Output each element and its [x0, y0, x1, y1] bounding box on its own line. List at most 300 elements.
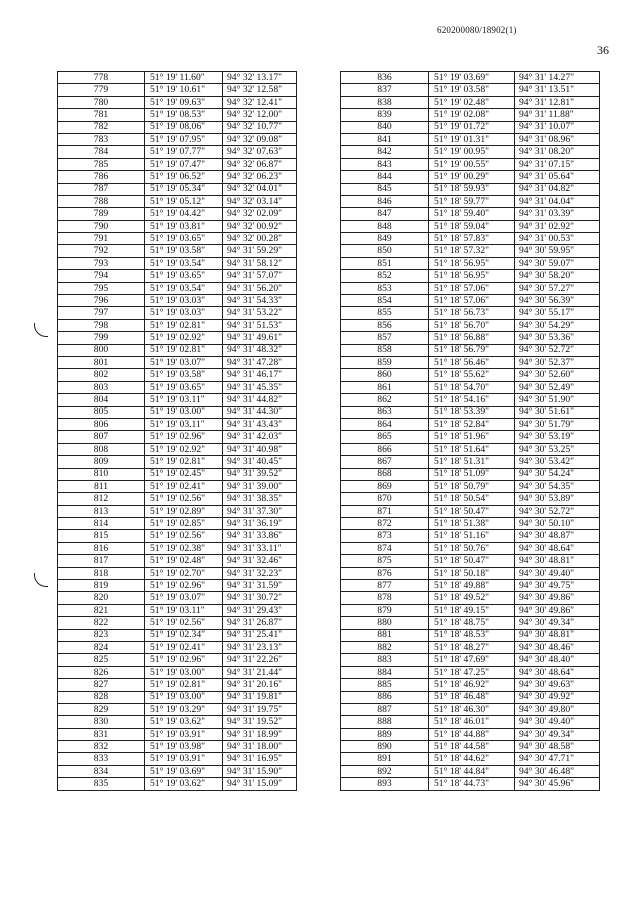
longitude-cell: 94° 31' 21.44"	[223, 666, 297, 678]
longitude-cell: 94° 31' 16.95"	[223, 753, 297, 765]
latitude-cell: 51° 19' 03.03"	[145, 307, 223, 319]
point-number-cell: 819	[58, 580, 145, 592]
point-number-cell: 871	[341, 505, 429, 517]
table-row	[341, 84, 600, 96]
latitude-cell: 51° 18' 57.32"	[429, 245, 515, 257]
table-row	[58, 381, 297, 393]
point-number-cell: 810	[58, 468, 145, 480]
latitude-cell: 51° 18' 51.16"	[429, 530, 515, 542]
table-row	[341, 332, 600, 344]
latitude-cell: 51° 19' 02.56"	[145, 530, 223, 542]
point-number-cell: 802	[58, 369, 145, 381]
table-row	[341, 183, 600, 195]
table-row	[58, 84, 297, 96]
table-row	[341, 604, 600, 616]
longitude-cell: 94° 31' 15.90"	[223, 765, 297, 777]
longitude-cell: 94° 30' 48.40"	[515, 654, 600, 666]
point-number-cell: 858	[341, 344, 429, 356]
longitude-cell: 94° 31' 05.64"	[515, 171, 600, 183]
point-number-cell: 808	[58, 443, 145, 455]
latitude-cell: 51° 18' 59.93"	[429, 183, 515, 195]
point-number-cell: 879	[341, 604, 429, 616]
point-number-cell: 865	[341, 431, 429, 443]
latitude-cell: 51° 18' 46.48"	[429, 691, 515, 703]
longitude-cell: 94° 30' 51.79"	[515, 418, 600, 430]
point-number-cell: 799	[58, 332, 145, 344]
table-row	[341, 716, 600, 728]
latitude-cell: 51° 19' 09.63"	[145, 96, 223, 108]
point-number-cell: 798	[58, 319, 145, 331]
longitude-cell: 94° 30' 53.25"	[515, 443, 600, 455]
coordinates-table-body	[341, 72, 600, 791]
longitude-cell: 94° 32' 03.14"	[223, 195, 297, 207]
table-row	[341, 295, 600, 307]
longitude-cell: 94° 30' 53.89"	[515, 493, 600, 505]
longitude-cell: 94° 31' 19.75"	[223, 703, 297, 715]
table-row	[58, 270, 297, 282]
point-number-cell: 787	[58, 183, 145, 195]
longitude-cell: 94° 31' 08.20"	[515, 146, 600, 158]
longitude-cell: 94° 31' 04.82"	[515, 183, 600, 195]
latitude-cell: 51° 19' 03.65"	[145, 270, 223, 282]
table-row	[58, 133, 297, 145]
table-row	[341, 381, 600, 393]
latitude-cell: 51° 19' 03.69"	[429, 72, 515, 84]
point-number-cell: 783	[58, 133, 145, 145]
point-number-cell: 856	[341, 319, 429, 331]
latitude-cell: 51° 19' 03.65"	[145, 381, 223, 393]
table-row	[341, 233, 600, 245]
point-number-cell: 789	[58, 208, 145, 220]
point-number-cell: 833	[58, 753, 145, 765]
table-row	[58, 332, 297, 344]
point-number-cell: 795	[58, 282, 145, 294]
longitude-cell: 94° 30' 54.35"	[515, 480, 600, 492]
longitude-cell: 94° 30' 49.63"	[515, 679, 600, 691]
longitude-cell: 94° 30' 56.39"	[515, 295, 600, 307]
table-row	[58, 319, 297, 331]
table-row	[58, 530, 297, 542]
longitude-cell: 94° 30' 49.40"	[515, 716, 600, 728]
latitude-cell: 51° 19' 02.85"	[145, 518, 223, 530]
point-number-cell: 836	[341, 72, 429, 84]
longitude-cell: 94° 30' 49.75"	[515, 580, 600, 592]
point-number-cell: 868	[341, 468, 429, 480]
point-number-cell: 873	[341, 530, 429, 542]
longitude-cell: 94° 30' 52.72"	[515, 344, 600, 356]
table-row	[58, 208, 297, 220]
point-number-cell: 883	[341, 654, 429, 666]
longitude-cell: 94° 32' 07.63"	[223, 146, 297, 158]
longitude-cell: 94° 31' 39.00"	[223, 480, 297, 492]
latitude-cell: 51° 18' 56.73"	[429, 307, 515, 319]
table-row	[58, 195, 297, 207]
table-row	[58, 567, 297, 579]
point-number-cell: 851	[341, 257, 429, 269]
longitude-cell: 94° 31' 47.28"	[223, 356, 297, 368]
point-number-cell: 815	[58, 530, 145, 542]
point-number-cell: 792	[58, 245, 145, 257]
latitude-cell: 51° 19' 03.58"	[145, 369, 223, 381]
latitude-cell: 51° 18' 51.64"	[429, 443, 515, 455]
table-row	[341, 406, 600, 418]
latitude-cell: 51° 18' 48.75"	[429, 617, 515, 629]
point-number-cell: 888	[341, 716, 429, 728]
point-number-cell: 869	[341, 480, 429, 492]
longitude-cell: 94° 31' 11.88"	[515, 109, 600, 121]
point-number-cell: 785	[58, 158, 145, 170]
latitude-cell: 51° 18' 59.04"	[429, 220, 515, 232]
table-row	[58, 641, 297, 653]
latitude-cell: 51° 19' 03.65"	[145, 233, 223, 245]
table-row	[58, 555, 297, 567]
binding-hole-mark-lower	[34, 573, 48, 587]
table-row	[341, 567, 600, 579]
table-row	[58, 604, 297, 616]
longitude-cell: 94° 31' 04.04"	[515, 195, 600, 207]
latitude-cell: 51° 19' 07.77"	[145, 146, 223, 158]
table-row	[58, 295, 297, 307]
table-row	[58, 580, 297, 592]
latitude-cell: 51° 18' 46.30"	[429, 703, 515, 715]
longitude-cell: 94° 31' 37.30"	[223, 505, 297, 517]
point-number-cell: 797	[58, 307, 145, 319]
longitude-cell: 94° 31' 00.53"	[515, 233, 600, 245]
point-number-cell: 818	[58, 567, 145, 579]
table-row	[341, 344, 600, 356]
table-row	[341, 778, 600, 790]
longitude-cell: 94° 31' 18.00"	[223, 741, 297, 753]
table-row	[341, 505, 600, 517]
latitude-cell: 51° 19' 10.61"	[145, 84, 223, 96]
table-row	[58, 468, 297, 480]
table-row	[341, 542, 600, 554]
point-number-cell: 813	[58, 505, 145, 517]
table-row	[58, 233, 297, 245]
longitude-cell: 94° 30' 48.87"	[515, 530, 600, 542]
point-number-cell: 790	[58, 220, 145, 232]
latitude-cell: 51° 19' 03.00"	[145, 691, 223, 703]
longitude-cell: 94° 31' 02.92"	[515, 220, 600, 232]
coordinates-table-left	[57, 71, 297, 791]
longitude-cell: 94° 31' 19.81"	[223, 691, 297, 703]
table-row	[58, 728, 297, 740]
table-row	[58, 418, 297, 430]
point-number-cell: 884	[341, 666, 429, 678]
longitude-cell: 94° 31' 36.19"	[223, 518, 297, 530]
point-number-cell: 834	[58, 765, 145, 777]
table-row	[341, 282, 600, 294]
page-number: 36	[597, 43, 609, 57]
longitude-cell: 94° 32' 10.77"	[223, 121, 297, 133]
longitude-cell: 94° 30' 49.92"	[515, 691, 600, 703]
latitude-cell: 51° 19' 03.07"	[145, 356, 223, 368]
latitude-cell: 51° 18' 56.95"	[429, 270, 515, 282]
table-row	[341, 121, 600, 133]
latitude-cell: 51° 19' 02.08"	[429, 109, 515, 121]
longitude-cell: 94° 30' 45.96"	[515, 778, 600, 790]
table-row	[58, 716, 297, 728]
point-number-cell: 803	[58, 381, 145, 393]
longitude-cell: 94° 31' 40.45"	[223, 456, 297, 468]
longitude-cell: 94° 31' 51.53"	[223, 319, 297, 331]
latitude-cell: 51° 19' 02.89"	[145, 505, 223, 517]
latitude-cell: 51° 19' 02.70"	[145, 567, 223, 579]
table-row	[58, 344, 297, 356]
point-number-cell: 846	[341, 195, 429, 207]
longitude-cell: 94° 31' 39.52"	[223, 468, 297, 480]
latitude-cell: 51° 18' 57.06"	[429, 295, 515, 307]
point-number-cell: 806	[58, 418, 145, 430]
point-number-cell: 811	[58, 480, 145, 492]
point-number-cell: 855	[341, 307, 429, 319]
latitude-cell: 51° 19' 02.96"	[145, 431, 223, 443]
table-row	[341, 679, 600, 691]
latitude-cell: 51° 19' 03.11"	[145, 418, 223, 430]
latitude-cell: 51° 19' 03.29"	[145, 703, 223, 715]
longitude-cell: 94° 32' 02.09"	[223, 208, 297, 220]
point-number-cell: 874	[341, 542, 429, 554]
table-row	[58, 171, 297, 183]
table-row	[58, 666, 297, 678]
latitude-cell: 51° 19' 05.12"	[145, 195, 223, 207]
longitude-cell: 94° 31' 43.43"	[223, 418, 297, 430]
longitude-cell: 94° 31' 58.12"	[223, 257, 297, 269]
latitude-cell: 51° 18' 56.79"	[429, 344, 515, 356]
point-number-cell: 786	[58, 171, 145, 183]
point-number-cell: 816	[58, 542, 145, 554]
table-row	[58, 72, 297, 84]
point-number-cell: 887	[341, 703, 429, 715]
point-number-cell: 805	[58, 406, 145, 418]
latitude-cell: 51° 18' 49.15"	[429, 604, 515, 616]
longitude-cell: 94° 32' 12.41"	[223, 96, 297, 108]
latitude-cell: 51° 19' 00.29"	[429, 171, 515, 183]
latitude-cell: 51° 19' 03.54"	[145, 257, 223, 269]
table-row	[341, 418, 600, 430]
longitude-cell: 94° 30' 49.34"	[515, 728, 600, 740]
longitude-cell: 94° 31' 56.20"	[223, 282, 297, 294]
latitude-cell: 51° 19' 03.69"	[145, 765, 223, 777]
point-number-cell: 800	[58, 344, 145, 356]
point-number-cell: 804	[58, 394, 145, 406]
longitude-cell: 94° 31' 44.30"	[223, 406, 297, 418]
latitude-cell: 51° 18' 44.84"	[429, 765, 515, 777]
longitude-cell: 94° 31' 07.15"	[515, 158, 600, 170]
point-number-cell: 854	[341, 295, 429, 307]
point-number-cell: 840	[341, 121, 429, 133]
longitude-cell: 94° 31' 10.07"	[515, 121, 600, 133]
table-row	[58, 406, 297, 418]
latitude-cell: 51° 19' 03.11"	[145, 604, 223, 616]
latitude-cell: 51° 18' 50.79"	[429, 480, 515, 492]
latitude-cell: 51° 19' 11.60"	[145, 72, 223, 84]
table-row	[58, 629, 297, 641]
point-number-cell: 880	[341, 617, 429, 629]
point-number-cell: 796	[58, 295, 145, 307]
latitude-cell: 51° 18' 46.92"	[429, 679, 515, 691]
table-row	[341, 158, 600, 170]
latitude-cell: 51° 18' 51.38"	[429, 518, 515, 530]
table-row	[58, 480, 297, 492]
table-row	[58, 245, 297, 257]
table-row	[341, 394, 600, 406]
table-row	[58, 121, 297, 133]
latitude-cell: 51° 19' 03.58"	[145, 245, 223, 257]
table-row	[341, 96, 600, 108]
longitude-cell: 94° 32' 13.17"	[223, 72, 297, 84]
latitude-cell: 51° 18' 44.62"	[429, 753, 515, 765]
longitude-cell: 94° 30' 52.60"	[515, 369, 600, 381]
table-row	[58, 542, 297, 554]
latitude-cell: 51° 19' 02.48"	[145, 555, 223, 567]
point-number-cell: 782	[58, 121, 145, 133]
point-number-cell: 872	[341, 518, 429, 530]
point-number-cell: 882	[341, 641, 429, 653]
point-number-cell: 817	[58, 555, 145, 567]
binding-hole-mark-upper	[34, 323, 48, 337]
table-row	[58, 257, 297, 269]
table-row	[58, 356, 297, 368]
latitude-cell: 51° 18' 54.70"	[429, 381, 515, 393]
latitude-cell: 51° 18' 48.27"	[429, 641, 515, 653]
longitude-cell: 94° 31' 57.07"	[223, 270, 297, 282]
point-number-cell: 850	[341, 245, 429, 257]
longitude-cell: 94° 30' 48.64"	[515, 666, 600, 678]
table-row	[58, 741, 297, 753]
table-row	[58, 679, 297, 691]
latitude-cell: 51° 18' 49.52"	[429, 592, 515, 604]
point-number-cell: 860	[341, 369, 429, 381]
latitude-cell: 51° 19' 03.98"	[145, 741, 223, 753]
latitude-cell: 51° 18' 50.76"	[429, 542, 515, 554]
point-number-cell: 875	[341, 555, 429, 567]
point-number-cell: 870	[341, 493, 429, 505]
longitude-cell: 94° 30' 49.80"	[515, 703, 600, 715]
longitude-cell: 94° 30' 57.27"	[515, 282, 600, 294]
table-row	[341, 468, 600, 480]
latitude-cell: 51° 19' 03.00"	[145, 666, 223, 678]
longitude-cell: 94° 30' 59.95"	[515, 245, 600, 257]
latitude-cell: 51° 18' 51.96"	[429, 431, 515, 443]
longitude-cell: 94° 31' 32.46"	[223, 555, 297, 567]
latitude-cell: 51° 19' 03.03"	[145, 295, 223, 307]
point-number-cell: 886	[341, 691, 429, 703]
longitude-cell: 94° 31' 15.09"	[223, 778, 297, 790]
latitude-cell: 51° 19' 02.92"	[145, 332, 223, 344]
table-row	[341, 270, 600, 282]
latitude-cell: 51° 19' 00.95"	[429, 146, 515, 158]
point-number-cell: 841	[341, 133, 429, 145]
latitude-cell: 51° 19' 07.47"	[145, 158, 223, 170]
point-number-cell: 825	[58, 654, 145, 666]
latitude-cell: 51° 18' 50.47"	[429, 505, 515, 517]
longitude-cell: 94° 31' 29.43"	[223, 604, 297, 616]
table-row	[58, 456, 297, 468]
point-number-cell: 827	[58, 679, 145, 691]
longitude-cell: 94° 32' 04.01"	[223, 183, 297, 195]
latitude-cell: 51° 18' 56.88"	[429, 332, 515, 344]
point-number-cell: 878	[341, 592, 429, 604]
longitude-cell: 94° 30' 49.86"	[515, 604, 600, 616]
longitude-cell: 94° 30' 51.90"	[515, 394, 600, 406]
point-number-cell: 853	[341, 282, 429, 294]
longitude-cell: 94° 30' 49.86"	[515, 592, 600, 604]
point-number-cell: 861	[341, 381, 429, 393]
table-row	[341, 356, 600, 368]
latitude-cell: 51° 19' 04.42"	[145, 208, 223, 220]
table-row	[58, 518, 297, 530]
longitude-cell: 94° 31' 31.59"	[223, 580, 297, 592]
table-row	[58, 617, 297, 629]
table-row	[341, 629, 600, 641]
latitude-cell: 51° 19' 02.41"	[145, 480, 223, 492]
longitude-cell: 94° 32' 06.23"	[223, 171, 297, 183]
table-row	[341, 666, 600, 678]
table-row	[341, 555, 600, 567]
table-row	[341, 109, 600, 121]
table-row	[341, 480, 600, 492]
longitude-cell: 94° 30' 48.46"	[515, 641, 600, 653]
latitude-cell: 51° 18' 59.40"	[429, 208, 515, 220]
latitude-cell: 51° 19' 02.92"	[145, 443, 223, 455]
point-number-cell: 885	[341, 679, 429, 691]
table-row	[58, 765, 297, 777]
longitude-cell: 94° 30' 59.07"	[515, 257, 600, 269]
table-row	[341, 171, 600, 183]
table-row	[58, 282, 297, 294]
latitude-cell: 51° 19' 02.81"	[145, 319, 223, 331]
point-number-cell: 812	[58, 493, 145, 505]
latitude-cell: 51° 19' 02.45"	[145, 468, 223, 480]
point-number-cell: 826	[58, 666, 145, 678]
longitude-cell: 94° 30' 47.71"	[515, 753, 600, 765]
longitude-cell: 94° 31' 25.41"	[223, 629, 297, 641]
longitude-cell: 94° 31' 33.11"	[223, 542, 297, 554]
longitude-cell: 94° 30' 52.49"	[515, 381, 600, 393]
point-number-cell: 831	[58, 728, 145, 740]
point-number-cell: 844	[341, 171, 429, 183]
point-number-cell: 889	[341, 728, 429, 740]
latitude-cell: 51° 19' 03.62"	[145, 778, 223, 790]
table-row	[58, 592, 297, 604]
longitude-cell: 94° 30' 50.10"	[515, 518, 600, 530]
point-number-cell: 892	[341, 765, 429, 777]
longitude-cell: 94° 31' 33.86"	[223, 530, 297, 542]
longitude-cell: 94° 30' 46.48"	[515, 765, 600, 777]
point-number-cell: 824	[58, 641, 145, 653]
table-row	[58, 183, 297, 195]
point-number-cell: 859	[341, 356, 429, 368]
latitude-cell: 51° 18' 51.31"	[429, 456, 515, 468]
latitude-cell: 51° 19' 08.06"	[145, 121, 223, 133]
longitude-cell: 94° 31' 46.17"	[223, 369, 297, 381]
latitude-cell: 51° 19' 00.55"	[429, 158, 515, 170]
longitude-cell: 94° 31' 59.29"	[223, 245, 297, 257]
latitude-cell: 51° 18' 44.58"	[429, 741, 515, 753]
point-number-cell: 867	[341, 456, 429, 468]
point-number-cell: 863	[341, 406, 429, 418]
longitude-cell: 94° 32' 12.00"	[223, 109, 297, 121]
longitude-cell: 94° 31' 26.87"	[223, 617, 297, 629]
latitude-cell: 51° 19' 03.00"	[145, 406, 223, 418]
latitude-cell: 51° 18' 51.09"	[429, 468, 515, 480]
point-number-cell: 848	[341, 220, 429, 232]
latitude-cell: 51° 18' 55.62"	[429, 369, 515, 381]
longitude-cell: 94° 30' 55.17"	[515, 307, 600, 319]
point-number-cell: 823	[58, 629, 145, 641]
point-number-cell: 814	[58, 518, 145, 530]
